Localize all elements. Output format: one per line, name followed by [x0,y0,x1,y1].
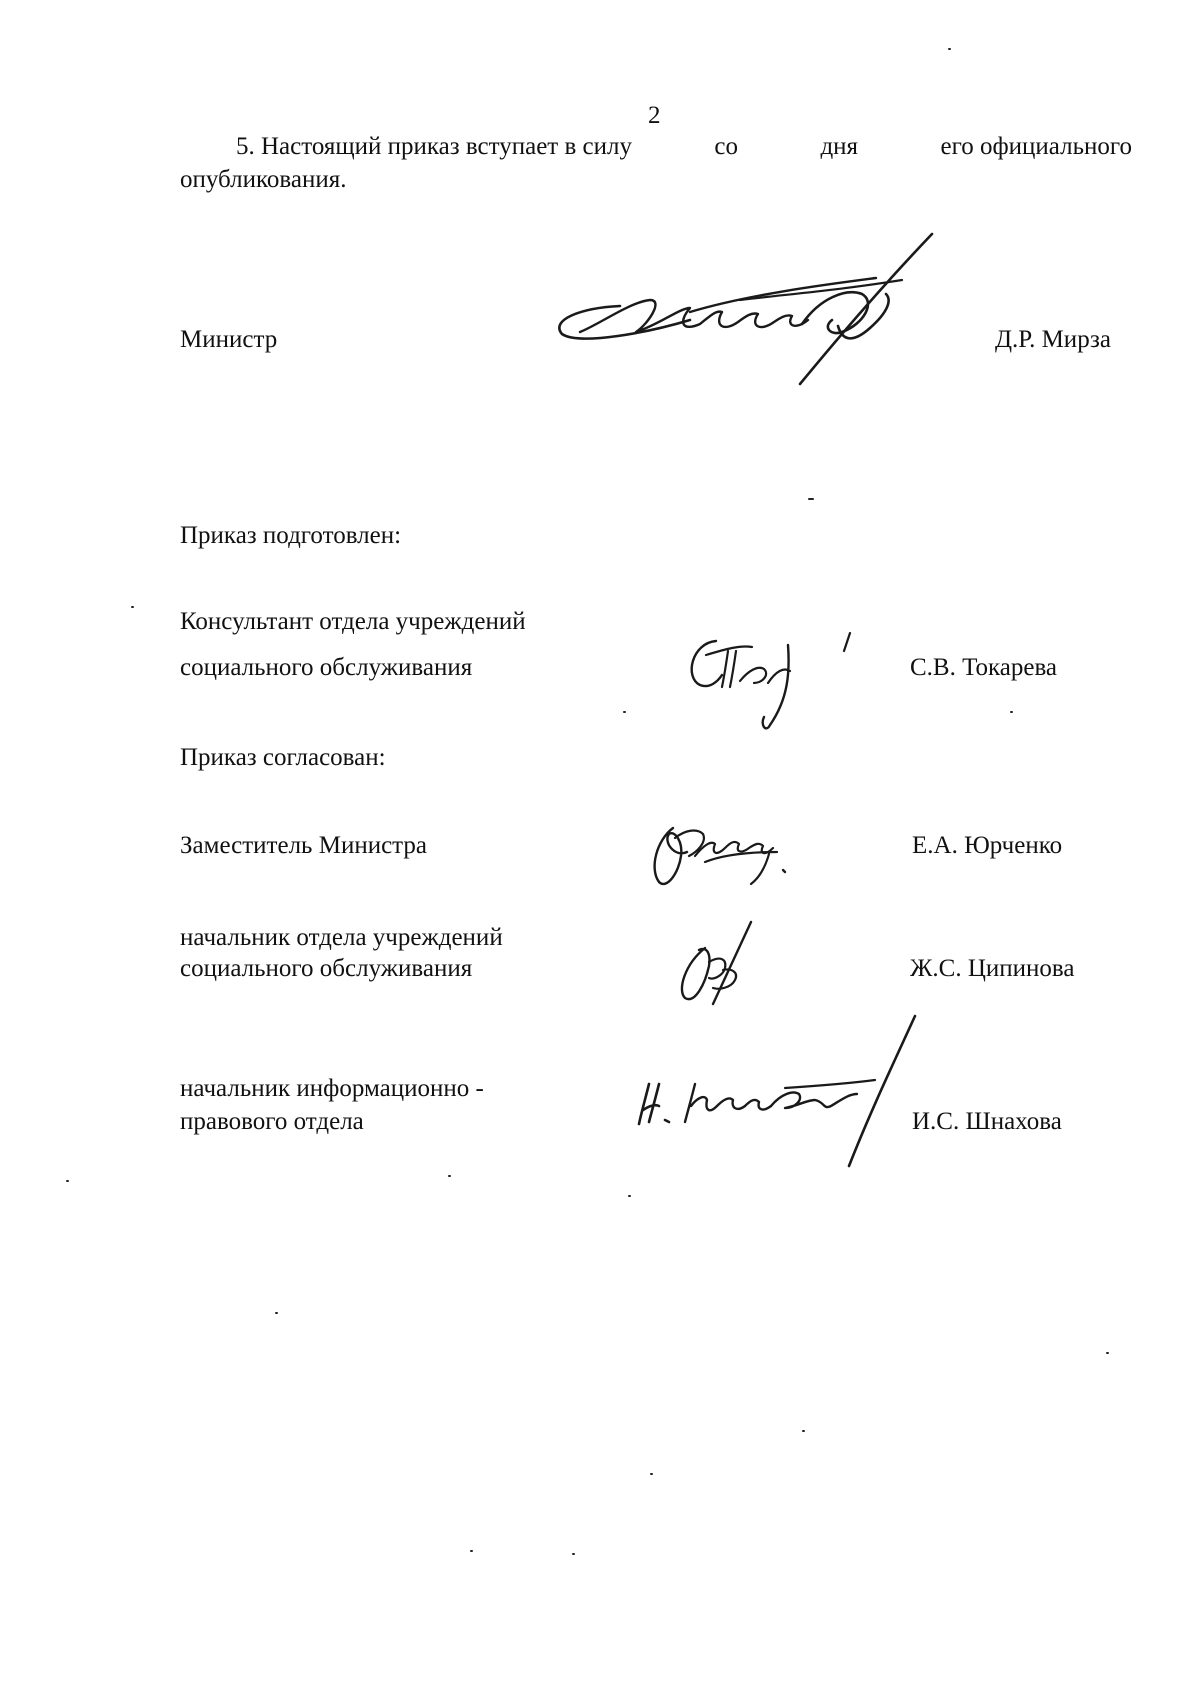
scan-speck [650,1473,653,1475]
scan-speck [802,1430,805,1432]
prepared-position-line-2: социального обслуживания [180,654,473,681]
minister-signature-image [540,228,940,388]
paragraph-line-2: опубликования. [180,166,347,193]
paragraph-word: 5. Настоящий приказ вступает в силу [236,133,632,160]
minister-name: Д.Р. Мирза [995,326,1111,353]
paragraph-line-1 [236,131,1132,163]
signatory-position: Заместитель Министра [180,832,427,859]
signatory-position: начальник отдела учреждений [180,924,503,951]
page-number: 2 [648,102,661,129]
tsipinova-signature-image [665,918,765,1008]
signatory-name: Ж.С. Ципинова [910,955,1075,982]
signatory-position: правового отдела [180,1108,364,1135]
prepared-heading: Приказ подготовлен: [180,522,402,549]
paragraph-word: дня [820,133,859,160]
scan-speck [1106,1352,1109,1354]
scan-speck [572,1553,575,1555]
tokareva-signature-image [680,625,880,745]
signatory-position: социального обслуживания [180,955,473,982]
paragraph-word: со [714,133,739,160]
yurchenko-signature-image [645,812,805,897]
scan-speck [448,1175,451,1177]
scan-speck [131,606,134,608]
scan-speck [1010,711,1013,713]
scan-speck [628,1195,631,1197]
signatory-position: начальник информационно - [180,1075,484,1102]
scan-speck [623,711,626,713]
paragraph-word: его официального [940,133,1132,160]
minister-title: Министр [180,326,278,353]
shnakhova-signature-image [635,1010,925,1170]
scan-speck [808,498,814,500]
signatory-name: И.С. Шнахова [912,1108,1062,1135]
scan-speck [275,1312,278,1314]
agreed-heading: Приказ согласован: [180,744,386,771]
scan-speck [948,48,951,50]
scan-speck [66,1180,69,1182]
scan-speck [470,1550,473,1552]
prepared-name: С.В. Токарева [910,654,1058,681]
prepared-position-line-1: Консультант отдела учреждений [180,608,526,635]
signatory-name: Е.А. Юрченко [912,832,1063,859]
